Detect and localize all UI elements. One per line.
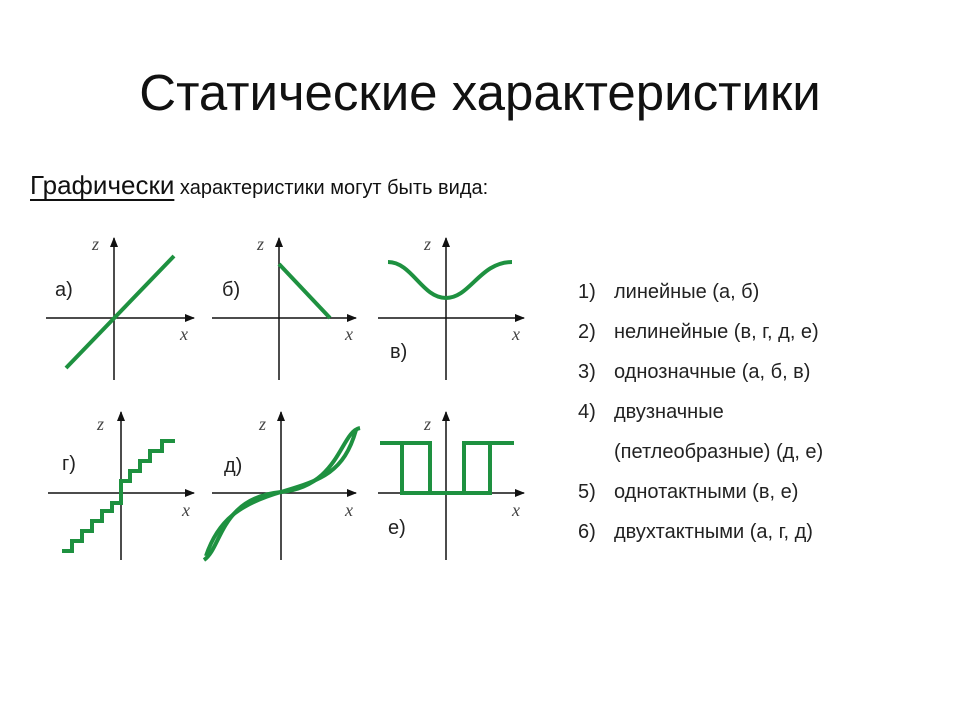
x-axis-label: x — [512, 324, 520, 344]
list-item — [578, 312, 823, 352]
panel-label-v: в) — [390, 341, 408, 363]
list-item-text: линейные (а, б) — [614, 281, 760, 303]
x-axis-label: x — [182, 500, 190, 520]
list-item-text: однозначные (а, б, в) — [614, 361, 811, 383]
z-axis-label: z — [424, 414, 432, 434]
z-axis-label: z — [259, 414, 267, 434]
x-axis-label: x — [345, 500, 353, 520]
panel-label-b: б) — [222, 279, 241, 301]
list-item-continuation — [578, 432, 823, 472]
list-item-text: двухтактными (а, г, д) — [614, 521, 813, 543]
panel-label-d: д) — [224, 455, 243, 477]
list-item-number: 2) — [578, 321, 596, 343]
list-item — [578, 392, 823, 432]
characteristics-list — [578, 272, 823, 552]
list-item — [578, 352, 823, 392]
list-item-text: (петлеобразные) (д, е) — [614, 441, 824, 463]
x-axis-label: x — [180, 324, 188, 344]
list-item — [578, 272, 823, 312]
list-item-text: однотактными (в, е) — [614, 481, 799, 503]
curve-linear-decreasing — [279, 264, 330, 318]
x-axis-label: x — [345, 324, 353, 344]
panel-g — [48, 412, 194, 560]
z-axis-label: z — [92, 234, 100, 254]
panel-b — [212, 234, 356, 380]
x-axis-label: x — [512, 500, 520, 520]
panel-d — [204, 412, 360, 560]
subtitle-lead: Графически — [30, 170, 175, 200]
subtitle-text: характеристики могут быть вида: — [174, 177, 489, 199]
z-axis-label: z — [257, 234, 265, 254]
list-item — [578, 512, 823, 552]
panel-label-a: а) — [55, 279, 73, 301]
list-item — [578, 472, 823, 512]
panel-label-e: е) — [388, 517, 406, 539]
panel-label-g: г) — [62, 453, 76, 475]
curve-linear — [66, 256, 174, 368]
z-axis-label: z — [424, 234, 432, 254]
curve-s-hysteresis-upper — [204, 428, 360, 560]
curve-staircase — [62, 441, 175, 551]
panel-e — [378, 412, 524, 560]
list-item-number: 5) — [578, 481, 596, 503]
list-item-number: 1) — [578, 281, 596, 303]
curve-smooth-dip — [388, 262, 512, 298]
z-axis-label: z — [97, 414, 105, 434]
list-item-number: 3) — [578, 361, 596, 383]
list-item-number: 4) — [578, 401, 596, 423]
panel-a — [46, 234, 194, 380]
list-item-number: 6) — [578, 521, 596, 543]
panel-v — [378, 234, 524, 380]
list-item-text: двузначные — [614, 401, 724, 423]
page-title: Статические характеристики — [139, 64, 821, 121]
list-item-text: нелинейные (в, г, д, е) — [614, 321, 819, 343]
